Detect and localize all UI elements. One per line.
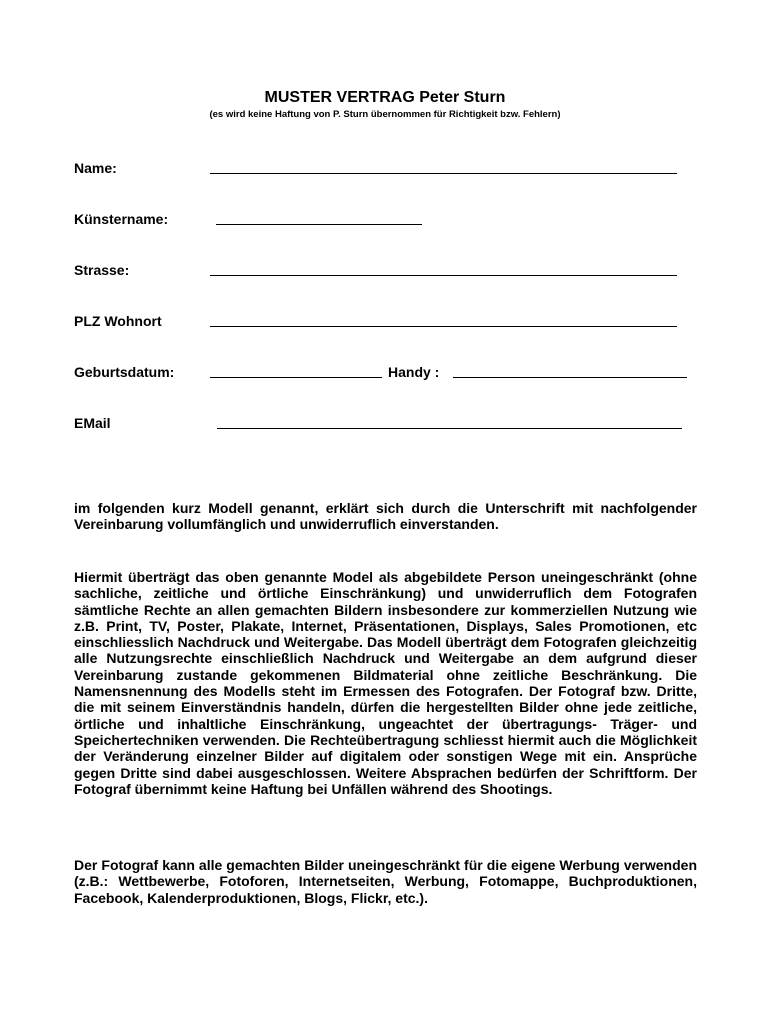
handy-field-line[interactable]	[453, 377, 687, 378]
plz-wohnort-field-line[interactable]	[210, 326, 677, 327]
email-field-line[interactable]	[217, 428, 682, 429]
plz-wohnort-label: PLZ Wohnort	[74, 313, 162, 329]
handy-label: Handy :	[388, 364, 440, 380]
email-label: EMail	[74, 415, 111, 431]
kuenstlername-label: Künstername:	[74, 211, 169, 227]
document-title: MUSTER VERTRAG Peter Sturn	[264, 89, 506, 106]
geburtsdatum-field-line[interactable]	[210, 377, 382, 378]
name-label: Name:	[74, 160, 117, 176]
advertising-use-paragraph: Der Fotograf kann alle gemachten Bilder uneingeschränkt für die eigene Werbung verwenden (z.B.: Wettbewerbe, Fotoforen, Internetseiten, Werbung, Fotomappe, Buchproduktionen, Facebook, Kalenderproduktionen, Blogs, Flickr, etc.).	[74, 857, 697, 906]
name-field-line[interactable]	[210, 173, 677, 174]
rights-transfer-paragraph: Hiermit überträgt das oben genannte Model als abgebildete Person uneingeschränkt (ohne sachliche, zeitliche und örtliche Einschränkung) und unwiderruflich dem Fotografen sämtliche Rechte an allen gemachten Bildern insbesondere zur kommerziellen Nutzung wie z.B. Print, TV, Poster, Plakate, Internet, Präsentationen, Displays, Sales Promotionen, etc einschliesslich Nachdruck und Weitergabe. Das Modell überträgt dem Fotografen gleichzeitig alle Nutzungsrechte einschließlich Nachdruck und Weitergabe an dem aufgrund dieser Vereinbarung zustande gekommenen Bildmaterial ohne zeitliche Beschränkung. Die Namensnennung des Modells steht im Ermessen des Fotografen. Der Fotograf bzw. Dritte, die mit seinem Einverständnis handeln, dürfen die hergestellten Bilder ohne jede zeitliche, örtliche und inhaltliche Einschränkung, ungeachtet der übertragungs- Träger- und Speichertechniken verwenden. Die Rechteübertragung schliesst hiermit auch die Möglichkeit der Veränderung einzelner Bilder auf digitalem oder sonstigen Wege mit ein. Ansprüche gegen Dritte sind dabei ausgeschlossen. Weitere Absprachen bedürfen der Schriftform. Der Fotograf übernimmt keine Haftung bei Unfällen während des Shootings.	[74, 569, 697, 797]
strasse-label: Strasse:	[74, 262, 130, 278]
kuenstlername-field-line[interactable]	[216, 224, 422, 225]
document-disclaimer: (es wird keine Haftung von P. Sturn übernommen für Richtigkeit bzw. Fehlern)	[209, 109, 561, 120]
strasse-field-line[interactable]	[210, 275, 677, 276]
geburtsdatum-label: Geburtsdatum:	[74, 364, 175, 380]
consent-paragraph: im folgenden kurz Modell genannt, erklärt sich durch die Unterschrift mit nachfolgender Vereinbarung vollumfänglich und unwiderruflich einverstanden.	[74, 500, 697, 533]
